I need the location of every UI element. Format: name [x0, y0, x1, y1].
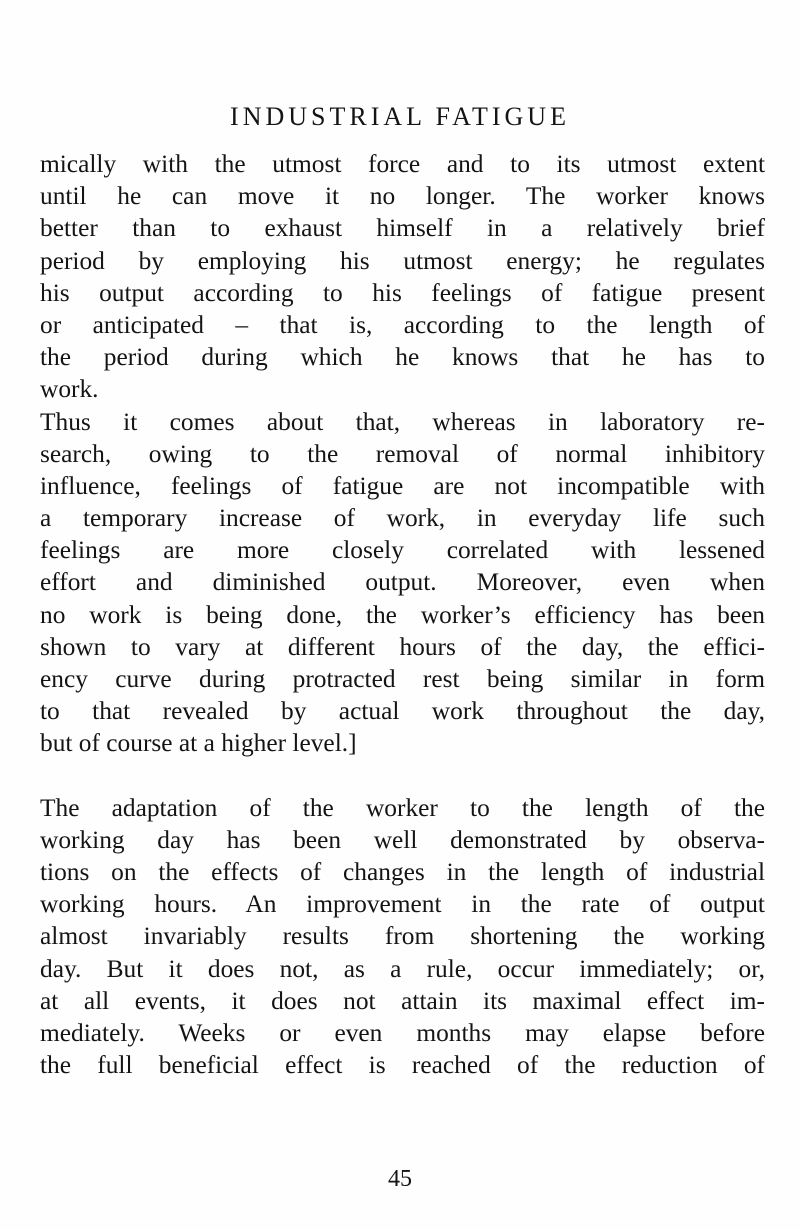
- text-line: a temporary increase of work, in everyday life such: [40, 504, 765, 533]
- text-line: the period during which he knows that he has to: [40, 343, 765, 372]
- paragraph-2: [40, 406, 765, 760]
- page-number: 45: [388, 1166, 412, 1192]
- text-line: almost invariably results from shortening the working: [40, 922, 765, 951]
- text-line: mically with the utmost force and to its utmost extent: [40, 150, 765, 178]
- text-line: period by employing his utmost energy; he regulates: [40, 246, 765, 275]
- running-head: INDUSTRIAL FATIGUE: [230, 102, 570, 131]
- paragraph-1: [40, 148, 765, 406]
- text-line: or anticipated – that is, according to the length of: [40, 310, 765, 339]
- body-text: [40, 148, 765, 1081]
- text-line: working day has been well demonstrated by observa-: [40, 825, 765, 854]
- text-line: working hours. An improvement in the rate of output: [40, 890, 765, 919]
- text-line: his output according to his feelings of fatigue present: [40, 278, 765, 307]
- text-line: ency curve during protracted rest being similar in form: [40, 665, 765, 693]
- text-line: day. But it does not, as a rule, occur immediately; or,: [40, 954, 765, 983]
- text-line: at all events, it does not attain its maximal effect im-: [40, 986, 765, 1015]
- text-line: work.: [40, 375, 99, 404]
- text-line: search, owing to the removal of normal inhibitory: [40, 439, 765, 468]
- text-line: The adaptation of the worker to the length of the: [40, 793, 765, 822]
- text-line: shown to vary at different hours of the day, the effici-: [40, 632, 765, 661]
- text-line: until he can move it no longer. The worker knows: [40, 182, 765, 211]
- paragraph-3: [40, 792, 765, 1082]
- text-line: tions on the effects of changes in the length of industrial: [40, 857, 765, 886]
- text-line: effort and diminished output. Moreover, even when: [40, 568, 765, 597]
- text-line: feelings are more closely correlated with lessened: [40, 536, 765, 565]
- text-line: to that revealed by actual work throughout the day,: [40, 697, 765, 726]
- text-line: mediately. Weeks or even months may elapse before: [40, 1018, 765, 1047]
- text-line: no work is being done, the worker’s efficiency has been: [40, 600, 765, 629]
- text-line: Thus it comes about that, whereas in laboratory re-: [40, 407, 765, 436]
- text-line: the full beneficial effect is reached of the reduction of: [40, 1051, 765, 1080]
- paragraph-spacer: [40, 760, 765, 792]
- text-line: but of course at a higher level.]: [40, 729, 357, 758]
- text-line: better than to exhaust himself in a relatively brief: [40, 214, 765, 243]
- text-line: influence, feelings of fatigue are not incompatible with: [40, 471, 765, 500]
